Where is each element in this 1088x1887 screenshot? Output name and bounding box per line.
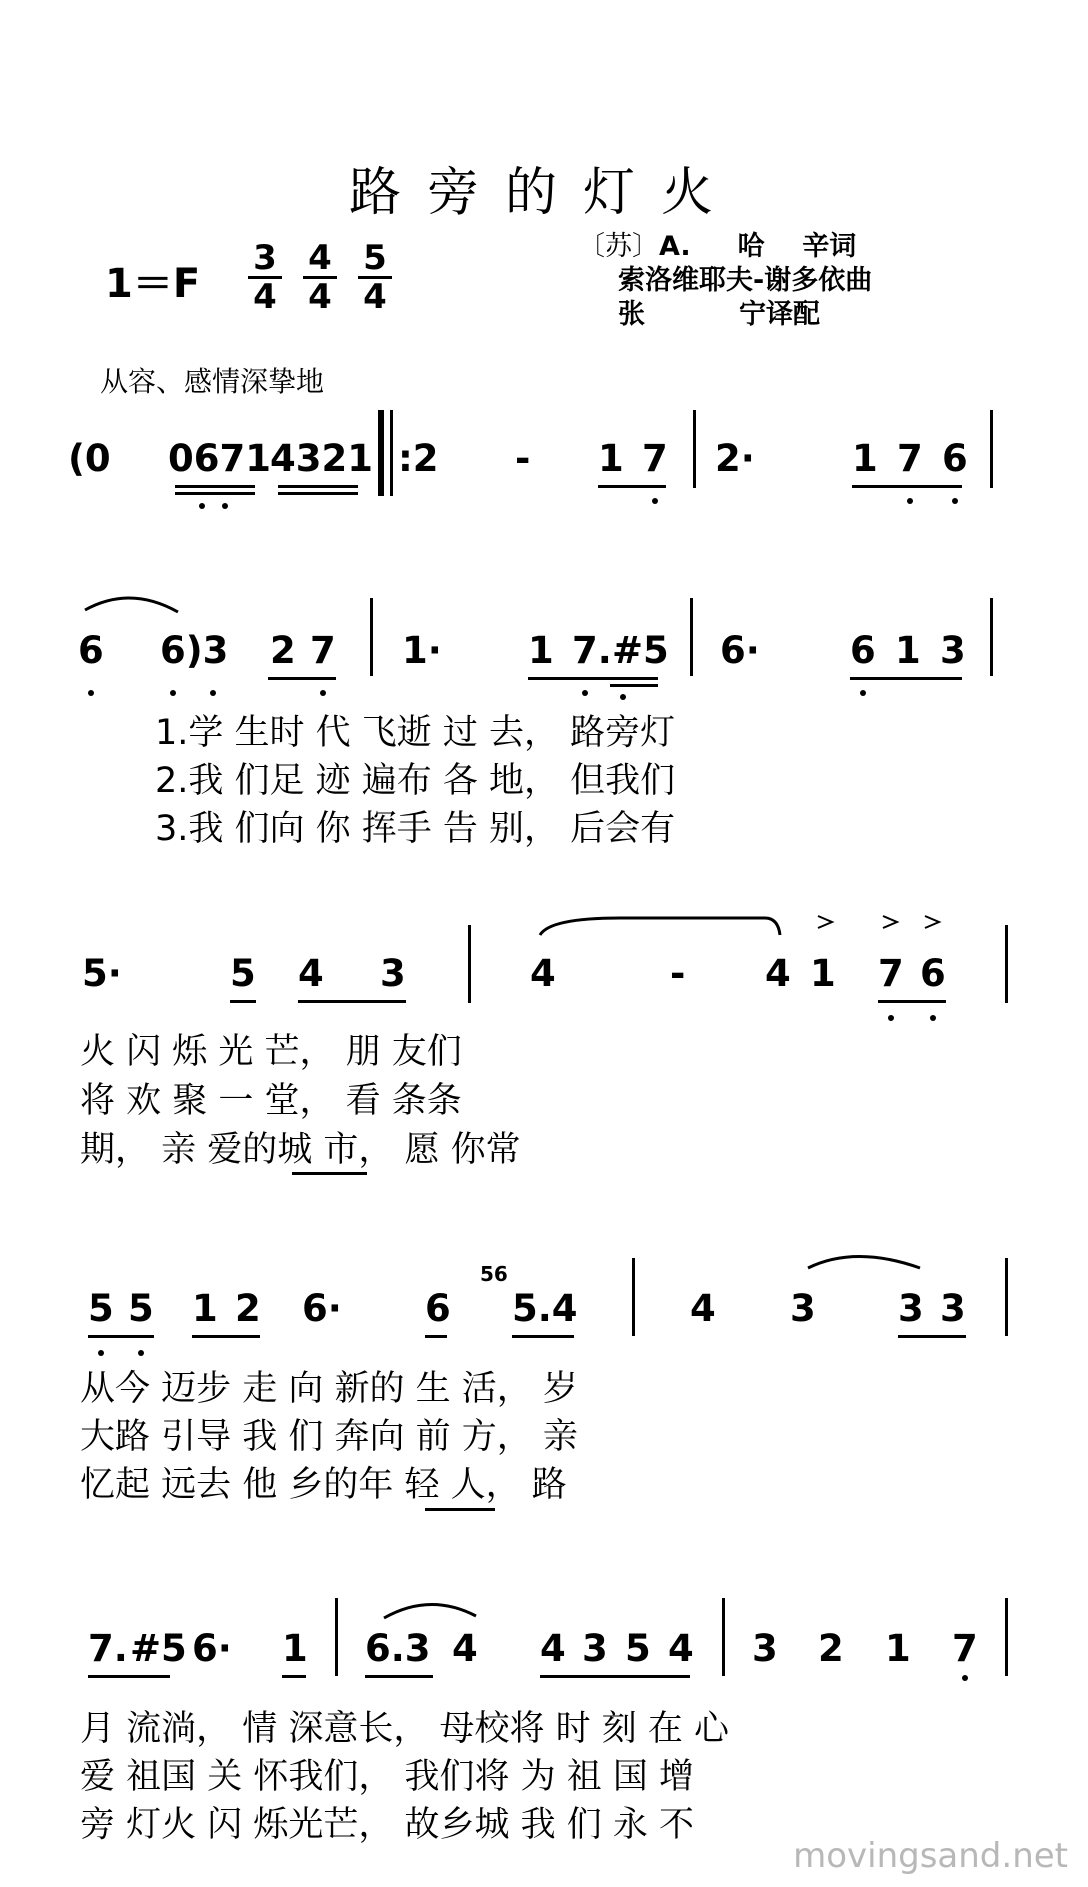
note: 4: [690, 1287, 716, 1330]
note: 6: [920, 952, 946, 995]
lyric-line: 将 欢 聚 一 堂， 看 条条: [80, 1081, 462, 1121]
note: 6: [425, 1287, 451, 1330]
note: 1: [598, 437, 624, 480]
note: 3: [380, 952, 406, 995]
lyric-line: 火 闪 烁 光 芒， 朋 友们: [80, 1032, 462, 1072]
lyric-line: 忆起 远去 他 乡的年 轻 人， 路: [80, 1465, 567, 1505]
note: 6)3: [160, 629, 229, 672]
note: 4: [668, 1627, 694, 1670]
note: 7: [642, 437, 668, 480]
accent-mark: [883, 916, 897, 928]
watermark: movingsand.net: [793, 1836, 1068, 1876]
lyric-line: 期， 亲 爱的城 市， 愿 你常: [80, 1130, 521, 1170]
note: 4: [530, 952, 556, 995]
note: 7: [878, 952, 904, 995]
slur: [808, 1257, 920, 1269]
note: 0671: [168, 437, 271, 480]
lyric-line: 3.我 们向 你 挥手 告 别， 后会有: [155, 809, 676, 849]
note: 6: [850, 629, 876, 672]
note: :2: [398, 437, 439, 480]
note: 5·: [82, 952, 122, 995]
page-title: 路旁的灯火: [348, 163, 739, 223]
note: 1: [852, 437, 878, 480]
note: 2: [818, 1627, 844, 1670]
note: 1: [810, 952, 836, 995]
note: 4: [765, 952, 791, 995]
lyric-line: 月 流淌， 情 深意长， 母校将 时 刻 在 心: [80, 1709, 730, 1749]
note: 5: [230, 952, 256, 995]
lyric-line: 爱 祖国 关 怀我们， 我们将 为 祖 国 增: [80, 1757, 695, 1797]
note: 4: [452, 1627, 478, 1670]
note: 3: [752, 1627, 778, 1670]
note: 6.3: [365, 1627, 431, 1670]
accent-mark: [925, 916, 939, 928]
note: 5: [128, 1287, 154, 1330]
lyricist: A. 哈 辛词: [659, 231, 857, 262]
key-signature: 1＝F: [105, 261, 201, 307]
time-signature-4-4: $\frac{4}{4}$: [303, 240, 337, 315]
note: 5.4: [512, 1287, 578, 1330]
lyric-line: 大路 引导 我 们 奔向 前 方， 亲: [80, 1417, 578, 1457]
note: 1: [885, 1627, 911, 1670]
translator: 张 宁译配: [618, 299, 820, 330]
accent-mark: [818, 916, 832, 928]
note: 7.: [88, 1627, 128, 1670]
note: 4321: [270, 437, 373, 480]
composer: 索洛维耶夫-谢多依曲: [618, 265, 873, 296]
lyric-line: 1.学 生时 代 飞逝 过 去， 路旁灯: [155, 713, 676, 753]
lyric-line: 从今 迈步 走 向 新的 生 活， 岁: [80, 1369, 578, 1409]
time-signature-3-4: $\frac{3}{4}$: [248, 240, 282, 315]
note: #5: [612, 629, 669, 672]
grace-notes: 56: [480, 1262, 508, 1286]
note: -: [670, 952, 686, 995]
time-signature-5-4: $\frac{5}{4}$: [358, 240, 392, 315]
note: 3: [940, 629, 966, 672]
note: 7: [952, 1627, 978, 1670]
tempo-marking: 从容、感情深挚地: [100, 365, 325, 398]
tie: [540, 918, 780, 935]
note: 2: [235, 1287, 261, 1330]
note: 1: [192, 1287, 218, 1330]
slur: [384, 1604, 476, 1618]
note: 4: [540, 1627, 566, 1670]
note: 4: [298, 952, 324, 995]
note: 6: [78, 629, 104, 672]
note: 3: [940, 1287, 966, 1330]
note: 3: [898, 1287, 924, 1330]
slur: [85, 598, 178, 612]
note: 1: [528, 629, 554, 672]
note: 2·: [715, 437, 755, 480]
note: 7: [310, 629, 336, 672]
note: 6·: [720, 629, 760, 672]
note: 1: [895, 629, 921, 672]
note: 5: [88, 1287, 114, 1330]
note: 3: [790, 1287, 816, 1330]
note: 5: [625, 1627, 651, 1670]
note: -: [515, 437, 531, 480]
lyric-line: 2.我 们足 迹 遍布 各 地， 但我们: [155, 761, 676, 801]
note: 6·: [302, 1287, 342, 1330]
note: 1·: [402, 629, 442, 672]
note: 6·: [192, 1627, 232, 1670]
origin-label: 〔苏〕: [578, 231, 659, 262]
lyric-line: 旁 灯火 闪 烁光芒， 故乡城 我 们 永 不: [80, 1805, 695, 1845]
note: 6: [942, 437, 968, 480]
note: 2: [270, 629, 296, 672]
note: 3: [582, 1627, 608, 1670]
note: 7: [897, 437, 923, 480]
note: 1: [282, 1627, 308, 1670]
note: #5: [130, 1627, 187, 1670]
note: (0: [68, 437, 111, 480]
note: 7.: [572, 629, 612, 672]
